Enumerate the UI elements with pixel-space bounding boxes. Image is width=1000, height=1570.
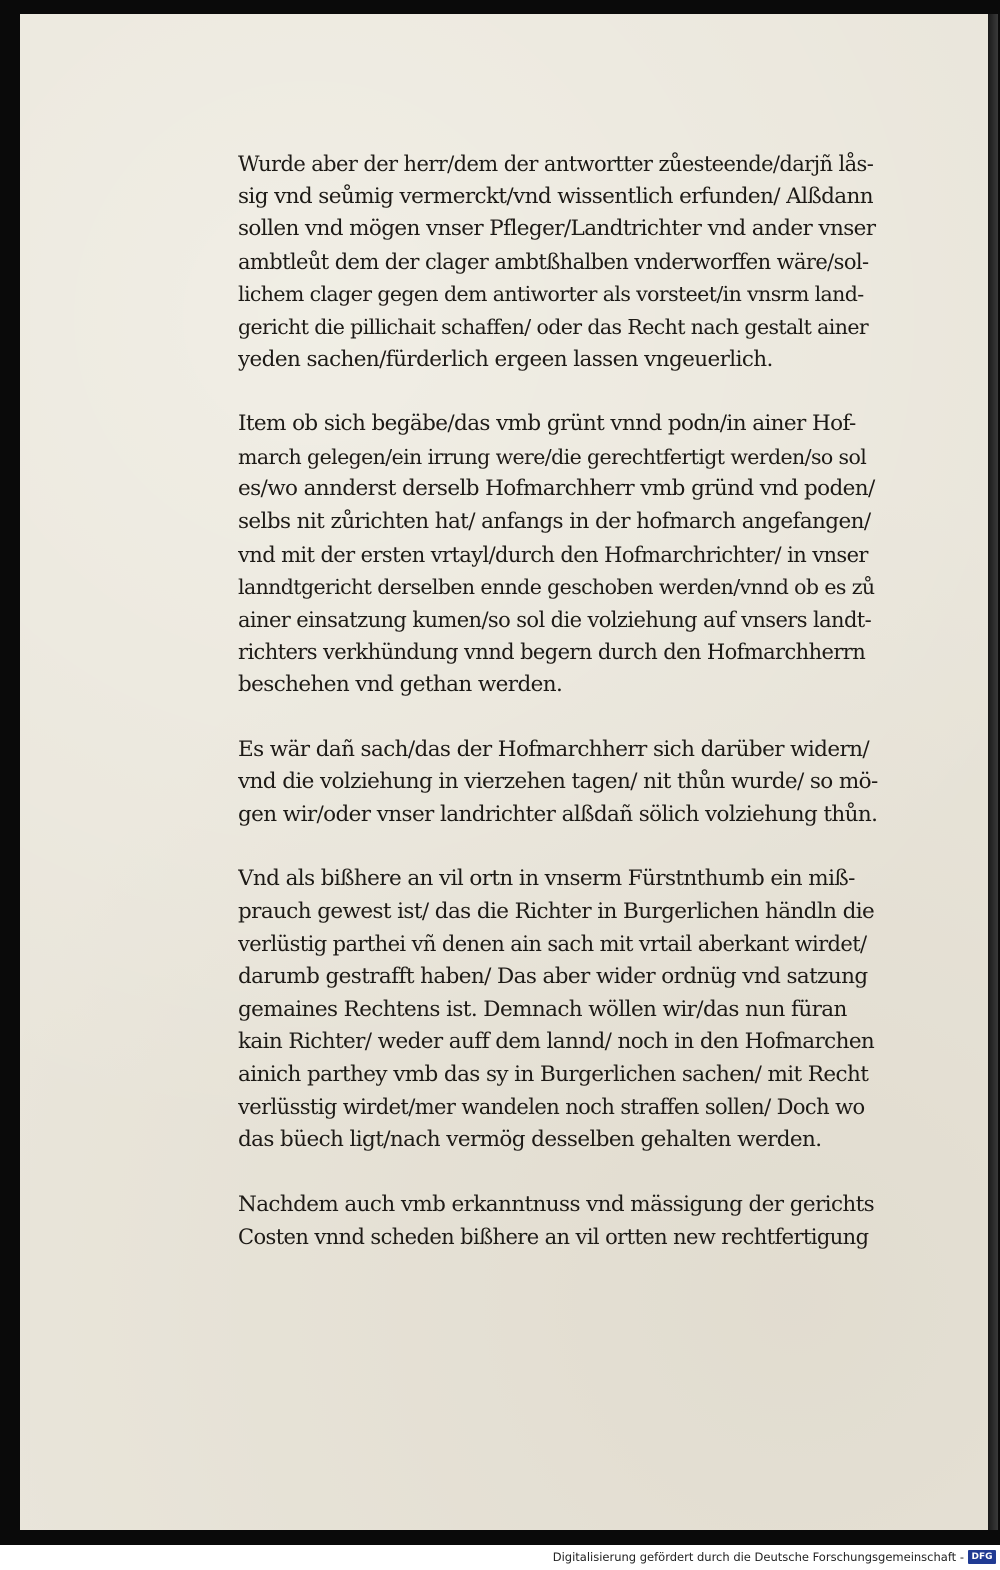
funding-credit: Digitalisierung gefördert durch die Deutsche Forschungsgemeinschaft - — [552, 1550, 964, 1564]
paragraph-2 — [238, 408, 878, 701]
text-line: lanndtgericht derselben ennde geschoben werden/vnnd ob es zů — [238, 575, 875, 600]
text-line: lichem clager gegen dem antiworter als vorsteet/in vnsrm land- — [238, 282, 864, 307]
text-line: Item ob sich begäbe/das vmb grünt vnnd podn/in ainer Hof- — [238, 411, 856, 437]
text-line: gen wir/oder vnser landrichter alßdañ sölich volziehung thůn. — [238, 801, 878, 827]
text-line: das büech ligt/nach vermög desselben gehalten werden. — [238, 1127, 822, 1153]
text-line: prauch gewest ist/ das die Richter in Burgerlichen händln die — [238, 898, 875, 924]
text-line: es/wo annderst derselb Hofmarchherr vmb gründ vnd poden/ — [238, 476, 875, 502]
text-line: richters verkhündung vnnd begern durch den Hofmarchherrn — [238, 640, 866, 665]
page-edge — [988, 14, 998, 1530]
footer-bar — [0, 1545, 1000, 1570]
text-line: gemaines Rechtens ist. Demnach wöllen wir/das nun füran — [238, 996, 847, 1022]
text-line: beschehen vnd gethan werden. — [238, 671, 563, 697]
text-line: verlüsstig wirdet/mer wandelen noch straffen sollen/ Doch wo — [238, 1095, 865, 1120]
text-line: sollen vnd mögen vnser Pfleger/Landtrichter vnd ander vnser — [238, 216, 876, 242]
paragraph-4 — [238, 863, 878, 1156]
text-line: yeden sachen/fürderlich ergeen lassen vngeuerlich. — [238, 346, 773, 372]
text-line: ambtleůt dem der clager ambtßhalben vnderworffen wäre/sol- — [238, 249, 869, 274]
text-line: gericht die pillichait schaffen/ oder das Recht nach gestalt ainer — [238, 314, 869, 339]
text-line: vnd die volziehung in vierzehen tagen/ nit thůn wurde/ so mö- — [238, 769, 878, 795]
text-line: Wurde aber der herr/dem der antwortter zůesteende/darjñ lås- — [238, 152, 874, 176]
document-page — [20, 14, 988, 1530]
text-line: Vnd als bißhere an vil ortn in vnserm Fürstnthumb ein miß- — [238, 866, 855, 892]
text-line: march gelegen/ein irrung were/die gerechtfertigt werden/so sol — [238, 444, 867, 469]
text-line: verlüstig parthei vñ denen ain sach mit vrtail aberkant wirdet/ — [238, 932, 867, 957]
text-line: Costen vnnd scheden bißhere an vil ortten new rechtfertigung — [238, 1225, 869, 1250]
paragraph-3 — [238, 734, 878, 832]
text-block — [238, 148, 878, 1286]
text-line: Nachdem auch vmb erkanntnuss vnd mässigung der gerichts — [238, 1191, 875, 1217]
text-line: kain Richter/ weder auff dem lannd/ noch in den Hofmarchen — [238, 1029, 875, 1055]
dfg-logo-icon: DFG — [968, 1550, 996, 1564]
text-line: vnd mit der ersten vrtayl/durch den Hofmarchrichter/ in vnser — [238, 542, 868, 567]
text-line: selbs nit zůrichten hat/ anfangs in der hofmarch angefangen/ — [238, 508, 871, 534]
paragraph-1 — [238, 148, 878, 376]
text-line: ainich parthey vmb das sy in Burgerlichen sachen/ mit Recht — [238, 1061, 869, 1087]
text-line: sig vnd seůmig vermerckt/vnd wissentlich erfunden/ Alßdann — [238, 183, 873, 209]
text-line: darumb gestrafft haben/ Das aber wider ordnüg vnd satzung — [238, 964, 868, 990]
paragraph-5 — [238, 1189, 878, 1254]
text-line: Es wär dañ sach/das der Hofmarchherr sich darüber widern/ — [238, 736, 870, 762]
text-line: ainer einsatzung kumen/so sol die volziehung auf vnsers landt- — [238, 607, 872, 632]
